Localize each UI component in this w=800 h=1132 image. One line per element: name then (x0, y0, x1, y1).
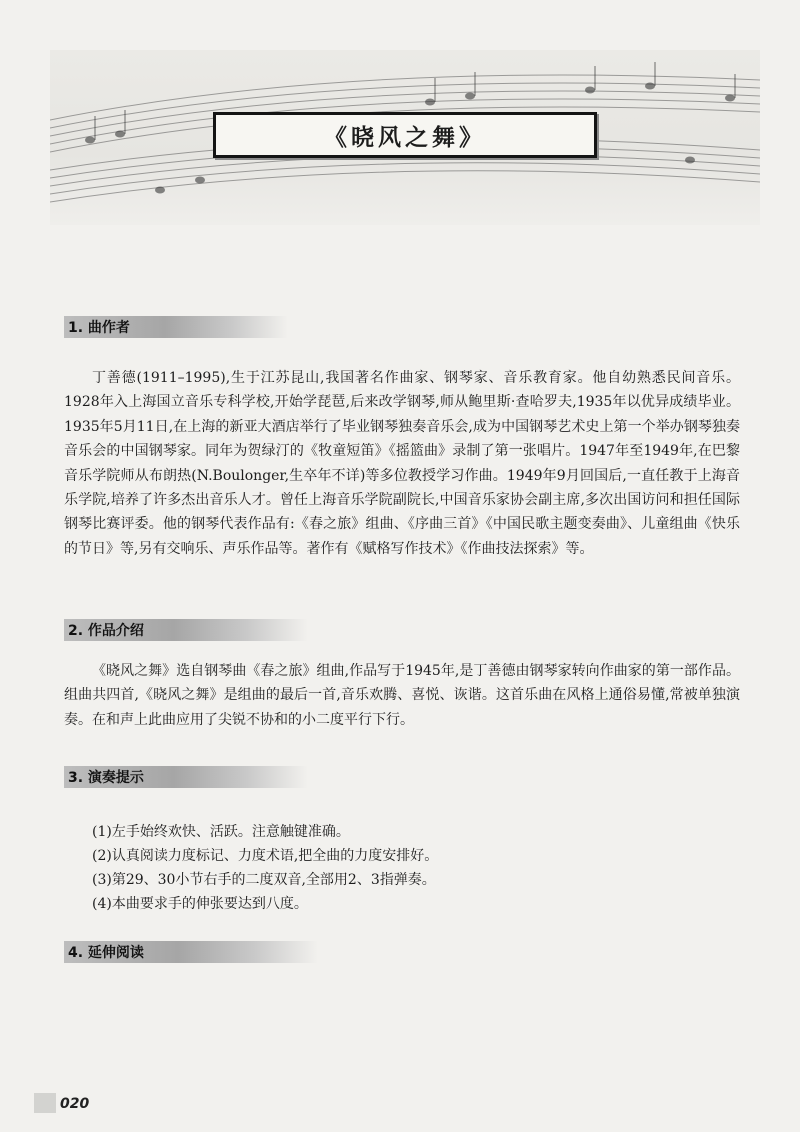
page-number-tab (34, 1093, 56, 1113)
section-body-introduction: 《晓风之舞》选自钢琴曲《春之旅》组曲,作品写于1945年,是丁善德由钢琴家转向作曲家的第一部作品。组曲共四首,《晓风之舞》是组曲的最后一首,音乐欢腾、喜悦、诙谐。这首乐曲在风格上通俗易懂,常被单独演奏。在和声上此曲应用了尖锐不协和的小二度平行下行。 (64, 663, 740, 728)
section-heading-performance-tips: 3. 演奏提示 (64, 766, 308, 788)
section-body-composer: 丁善德(1911–1995),生于江苏昆山,我国著名作曲家、钢琴家、音乐教育家。他自幼熟悉民间音乐。1928年入上海国立音乐专科学校,开始学琵琶,后来改学钢琴,师从鲍里斯·查哈罗夫,1935年以优异成绩毕业。1935年5月11日,在上海的新亚大酒店举行了毕业钢琴独奏音乐会,成为中国钢琴艺术史上第一个举办钢琴独奏音乐会的中国钢琴家。同年为贺绿汀的《牧童短笛》《摇篮曲》录制了第一张唱片。1947年至1949年,在巴黎音乐学院师从布朗热(N.Boulonger,生卒年不详)等多位教授学习作曲。1949年9月回国后,一直任教于上海音乐学院,培养了许多杰出音乐人才。曾任上海音乐学院副院长,中国音乐家协会副主席,多次出国访问和担任国际钢琴比赛评委。他的钢琴代表作品有:《春之旅》组曲、《序曲三首》《中国民歌主题变奏曲》、儿童组曲《快乐的节日》等,另有交响乐、声乐作品等。著作有《赋格写作技术》《作曲技法探索》等。 (64, 370, 740, 557)
page-title: 《晓风之舞》 (213, 112, 597, 158)
list-item: (4)本曲要求手的伸张要达到八度。 (92, 896, 308, 912)
performance-tips-list (64, 820, 438, 916)
section-heading-introduction: 2. 作品介绍 (64, 619, 308, 641)
section-heading-further-reading: 4. 延伸阅读 (64, 941, 318, 963)
section-heading-composer: 1. 曲作者 (64, 316, 288, 338)
list-item: (2)认真阅读力度标记、力度术语,把全曲的力度安排好。 (92, 848, 439, 864)
page-number: 020 (60, 1096, 90, 1112)
list-item: (1)左手始终欢快、活跃。注意触键准确。 (92, 824, 350, 840)
list-item: (3)第29、30小节右手的二度双音,全部用2、3指弹奏。 (92, 872, 436, 888)
